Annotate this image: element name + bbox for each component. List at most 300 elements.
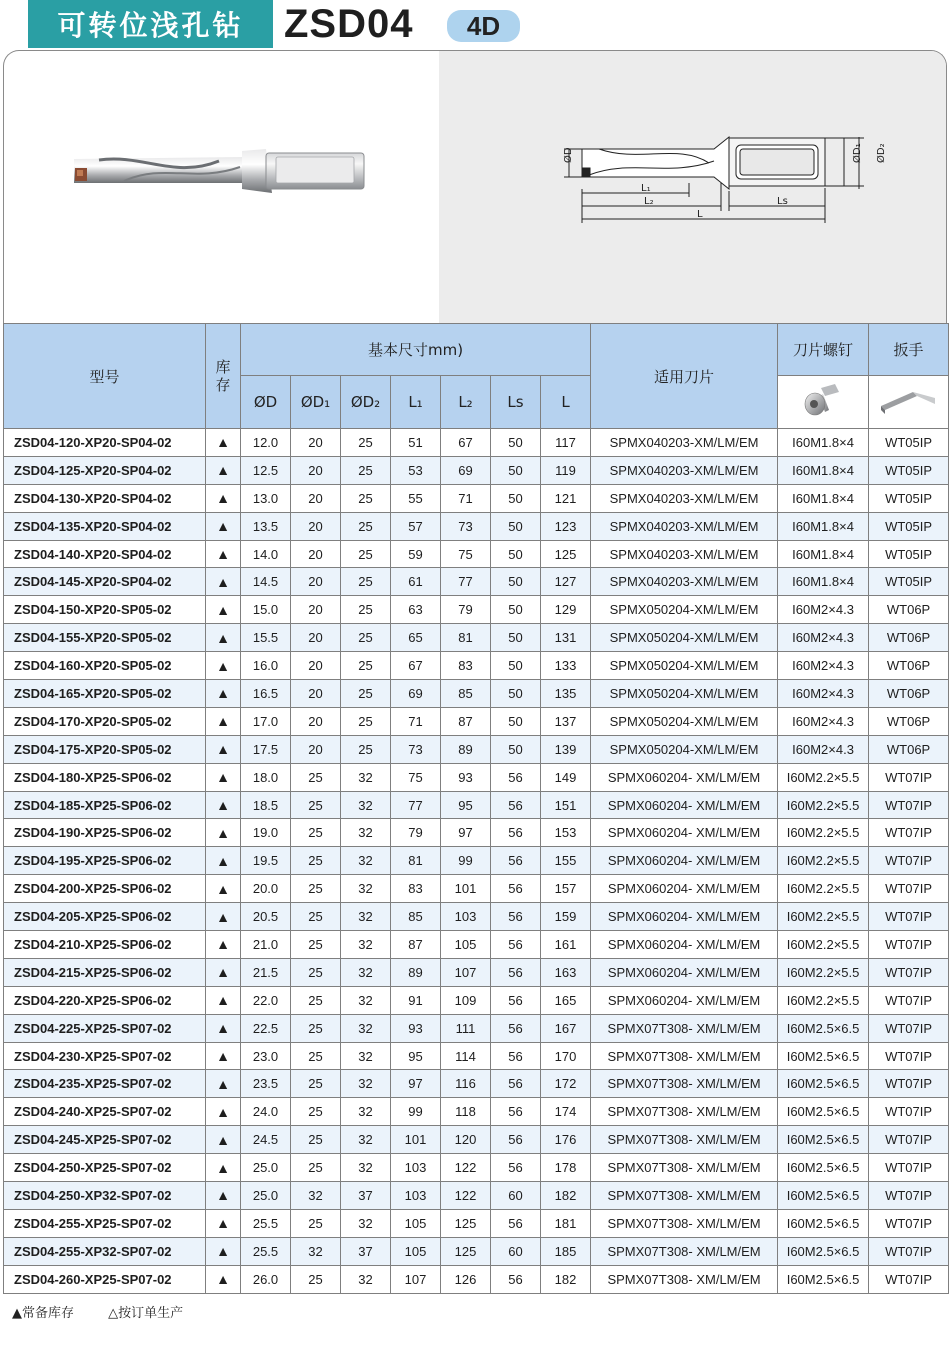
cell-wrench: WT07IP (869, 1237, 949, 1265)
cell-d1: 25 (291, 1098, 341, 1126)
cell-d2: 25 (341, 540, 391, 568)
table-row (4, 1070, 949, 1098)
cell-insert: SPMX060204- XM/LM/EM (591, 819, 778, 847)
cell-stock: ▲ (206, 1014, 241, 1042)
cell-d: 19.5 (241, 847, 291, 875)
cell-d: 13.5 (241, 512, 291, 540)
cell-model: ZSD04-180-XP25-SP06-02 (4, 763, 206, 791)
cell-l1: 75 (391, 763, 441, 791)
table-row (4, 1126, 949, 1154)
cell-l1: 51 (391, 429, 441, 457)
cell-d2: 32 (341, 931, 391, 959)
cell-l: 157 (541, 875, 591, 903)
cell-insert: SPMX07T308- XM/LM/EM (591, 1126, 778, 1154)
cell-model: ZSD04-175-XP20-SP05-02 (4, 735, 206, 763)
cell-wrench: WT06P (869, 707, 949, 735)
cell-ls: 50 (491, 540, 541, 568)
cell-model: ZSD04-155-XP20-SP05-02 (4, 624, 206, 652)
cell-insert: SPMX050204-XM/LM/EM (591, 680, 778, 708)
cell-l2: 103 (441, 903, 491, 931)
cell-d2: 25 (341, 484, 391, 512)
cell-ls: 56 (491, 931, 541, 959)
cell-d1: 25 (291, 958, 341, 986)
dimension-drawing (439, 51, 947, 326)
cell-ls: 56 (491, 847, 541, 875)
cell-screw: I60M2×4.3 (778, 735, 869, 763)
cell-wrench: WT07IP (869, 1070, 949, 1098)
cell-d2: 37 (341, 1237, 391, 1265)
cell-wrench: WT07IP (869, 958, 949, 986)
cell-ls: 50 (491, 707, 541, 735)
cell-d1: 25 (291, 986, 341, 1014)
cell-ls: 56 (491, 903, 541, 931)
cell-d1: 25 (291, 1126, 341, 1154)
header-stock-text: 库存 (215, 358, 231, 394)
cell-insert: SPMX050204-XM/LM/EM (591, 707, 778, 735)
cell-ls: 56 (491, 1126, 541, 1154)
cell-screw: I60M2×4.3 (778, 707, 869, 735)
cell-d1: 20 (291, 429, 341, 457)
header-d2: ØD₂ (341, 376, 391, 429)
cell-d: 13.0 (241, 484, 291, 512)
cell-ls: 50 (491, 484, 541, 512)
cell-d1: 25 (291, 903, 341, 931)
cell-wrench: WT05IP (869, 568, 949, 596)
cell-screw: I60M2×4.3 (778, 596, 869, 624)
legend-in-stock: ▲常备库存 (12, 1306, 74, 1321)
cell-l1: 55 (391, 484, 441, 512)
cell-d1: 20 (291, 540, 341, 568)
drill-photo (4, 51, 439, 326)
cell-d1: 20 (291, 484, 341, 512)
cell-stock: ▲ (206, 791, 241, 819)
cell-d: 25.0 (241, 1182, 291, 1210)
cell-screw: I60M1.8×4 (778, 484, 869, 512)
cell-d2: 32 (341, 1014, 391, 1042)
cell-insert: SPMX060204- XM/LM/EM (591, 875, 778, 903)
cell-l1: 97 (391, 1070, 441, 1098)
cell-l2: 83 (441, 652, 491, 680)
cell-insert: SPMX07T308- XM/LM/EM (591, 1154, 778, 1182)
cell-screw: I60M2×4.3 (778, 624, 869, 652)
cell-l2: 105 (441, 931, 491, 959)
cell-ls: 56 (491, 875, 541, 903)
cell-l1: 61 (391, 568, 441, 596)
cell-l2: 116 (441, 1070, 491, 1098)
cell-insert: SPMX040203-XM/LM/EM (591, 429, 778, 457)
cell-l2: 122 (441, 1154, 491, 1182)
cell-d2: 25 (341, 456, 391, 484)
cell-model: ZSD04-195-XP25-SP06-02 (4, 847, 206, 875)
cell-insert: SPMX060204- XM/LM/EM (591, 958, 778, 986)
cell-wrench: WT07IP (869, 1265, 949, 1293)
cell-l2: 107 (441, 958, 491, 986)
cell-wrench: WT07IP (869, 1209, 949, 1237)
cell-l1: 93 (391, 1014, 441, 1042)
cell-ls: 56 (491, 958, 541, 986)
cell-stock: ▲ (206, 1126, 241, 1154)
cell-insert: SPMX040203-XM/LM/EM (591, 456, 778, 484)
cell-stock: ▲ (206, 1237, 241, 1265)
cell-l1: 83 (391, 875, 441, 903)
cell-insert: SPMX060204- XM/LM/EM (591, 763, 778, 791)
cell-screw: I60M2.2×5.5 (778, 847, 869, 875)
cell-insert: SPMX060204- XM/LM/EM (591, 986, 778, 1014)
cell-screw: I60M2.5×6.5 (778, 1070, 869, 1098)
cell-l1: 103 (391, 1182, 441, 1210)
table-row (4, 875, 949, 903)
cell-l2: 81 (441, 624, 491, 652)
cell-d: 23.5 (241, 1070, 291, 1098)
cell-d2: 25 (341, 624, 391, 652)
cell-d2: 25 (341, 680, 391, 708)
label-l: L (697, 209, 703, 220)
cell-model: ZSD04-220-XP25-SP06-02 (4, 986, 206, 1014)
cell-screw: I60M2.5×6.5 (778, 1209, 869, 1237)
cell-l2: 120 (441, 1126, 491, 1154)
cell-d1: 20 (291, 652, 341, 680)
table-row (4, 791, 949, 819)
cell-l: 155 (541, 847, 591, 875)
cell-d1: 25 (291, 819, 341, 847)
table-row (4, 596, 949, 624)
cell-screw: I60M1.8×4 (778, 512, 869, 540)
legend-to-order: △按订单生产 (108, 1306, 184, 1321)
cell-stock: ▲ (206, 931, 241, 959)
label-d: ØD (563, 147, 574, 163)
table-row (4, 986, 949, 1014)
cell-ls: 56 (491, 1154, 541, 1182)
cell-d1: 32 (291, 1237, 341, 1265)
cell-model: ZSD04-235-XP25-SP07-02 (4, 1070, 206, 1098)
cell-model: ZSD04-230-XP25-SP07-02 (4, 1042, 206, 1070)
cell-stock: ▲ (206, 652, 241, 680)
cell-d1: 25 (291, 1209, 341, 1237)
cell-stock: ▲ (206, 986, 241, 1014)
cell-wrench: WT07IP (869, 875, 949, 903)
table-row (4, 540, 949, 568)
cell-d1: 25 (291, 1014, 341, 1042)
cell-stock: ▲ (206, 429, 241, 457)
cell-model: ZSD04-200-XP25-SP06-02 (4, 875, 206, 903)
cell-ls: 50 (491, 596, 541, 624)
cell-insert: SPMX060204- XM/LM/EM (591, 847, 778, 875)
cell-wrench: WT07IP (869, 1042, 949, 1070)
cell-l2: 125 (441, 1237, 491, 1265)
cell-d1: 20 (291, 680, 341, 708)
label-d2: ØD₂ (876, 143, 887, 163)
cell-d: 15.5 (241, 624, 291, 652)
cell-l2: 69 (441, 456, 491, 484)
table-row (4, 735, 949, 763)
label-l2: L₂ (644, 196, 654, 207)
cell-stock: ▲ (206, 707, 241, 735)
cell-d: 21.5 (241, 958, 291, 986)
cell-wrench: WT06P (869, 624, 949, 652)
cell-l: 167 (541, 1014, 591, 1042)
legend (12, 1302, 213, 1321)
cell-wrench: WT07IP (869, 1126, 949, 1154)
cell-ls: 56 (491, 819, 541, 847)
cell-stock: ▲ (206, 568, 241, 596)
cell-l1: 65 (391, 624, 441, 652)
cell-model: ZSD04-125-XP20-SP04-02 (4, 456, 206, 484)
table-row (4, 819, 949, 847)
header-d1: ØD₁ (291, 376, 341, 429)
cell-l2: 101 (441, 875, 491, 903)
cell-d: 14.5 (241, 568, 291, 596)
cell-screw: I60M2.5×6.5 (778, 1154, 869, 1182)
cell-d: 22.5 (241, 1014, 291, 1042)
cell-d: 20.5 (241, 903, 291, 931)
cell-l: 137 (541, 707, 591, 735)
cell-insert: SPMX040203-XM/LM/EM (591, 512, 778, 540)
cell-l2: 109 (441, 986, 491, 1014)
cell-l: 123 (541, 512, 591, 540)
cell-wrench: WT05IP (869, 429, 949, 457)
cell-model: ZSD04-205-XP25-SP06-02 (4, 903, 206, 931)
cell-l2: 93 (441, 763, 491, 791)
cell-d: 17.0 (241, 707, 291, 735)
table-row (4, 624, 949, 652)
cell-stock: ▲ (206, 903, 241, 931)
cell-wrench: WT07IP (869, 1098, 949, 1126)
cell-stock: ▲ (206, 1182, 241, 1210)
cell-l: 172 (541, 1070, 591, 1098)
table-row (4, 1237, 949, 1265)
cell-wrench: WT05IP (869, 512, 949, 540)
cell-model: ZSD04-215-XP25-SP06-02 (4, 958, 206, 986)
cell-insert: SPMX050204-XM/LM/EM (591, 596, 778, 624)
cell-insert: SPMX040203-XM/LM/EM (591, 540, 778, 568)
cell-d: 17.5 (241, 735, 291, 763)
cell-d1: 20 (291, 707, 341, 735)
cell-ls: 50 (491, 568, 541, 596)
cell-insert: SPMX060204- XM/LM/EM (591, 931, 778, 959)
cell-l2: 118 (441, 1098, 491, 1126)
cell-model: ZSD04-255-XP32-SP07-02 (4, 1237, 206, 1265)
cell-d2: 32 (341, 1098, 391, 1126)
header-insert: 适用刀片 (591, 324, 778, 429)
cell-l: 161 (541, 931, 591, 959)
cell-d1: 25 (291, 1070, 341, 1098)
cell-screw: I60M2.2×5.5 (778, 986, 869, 1014)
cell-ls: 56 (491, 763, 541, 791)
cell-d2: 25 (341, 735, 391, 763)
table-row (4, 1042, 949, 1070)
cell-stock: ▲ (206, 484, 241, 512)
cell-d: 15.0 (241, 596, 291, 624)
cell-screw: I60M1.8×4 (778, 568, 869, 596)
cell-d2: 32 (341, 903, 391, 931)
cell-screw: I60M2×4.3 (778, 652, 869, 680)
cell-insert: SPMX07T308- XM/LM/EM (591, 1265, 778, 1293)
table-row (4, 568, 949, 596)
cell-l2: 114 (441, 1042, 491, 1070)
cell-ls: 56 (491, 1265, 541, 1293)
cell-d2: 32 (341, 1070, 391, 1098)
cell-ls: 56 (491, 1070, 541, 1098)
cell-stock: ▲ (206, 680, 241, 708)
cell-l: 153 (541, 819, 591, 847)
table-row (4, 1014, 949, 1042)
cell-screw: I60M2.2×5.5 (778, 791, 869, 819)
cell-l1: 105 (391, 1209, 441, 1237)
cell-model: ZSD04-165-XP20-SP05-02 (4, 680, 206, 708)
cell-screw: I60M2.2×5.5 (778, 958, 869, 986)
cell-l1: 73 (391, 735, 441, 763)
cell-model: ZSD04-135-XP20-SP04-02 (4, 512, 206, 540)
cell-ls: 50 (491, 735, 541, 763)
table-row (4, 1098, 949, 1126)
cell-d2: 25 (341, 568, 391, 596)
cell-l: 182 (541, 1265, 591, 1293)
table-row (4, 484, 949, 512)
cell-l1: 101 (391, 1126, 441, 1154)
cell-d2: 32 (341, 1209, 391, 1237)
cell-screw: I60M2.5×6.5 (778, 1265, 869, 1293)
cell-d1: 25 (291, 791, 341, 819)
cell-d1: 25 (291, 931, 341, 959)
cell-stock: ▲ (206, 763, 241, 791)
cell-screw: I60M2.5×6.5 (778, 1182, 869, 1210)
cell-d1: 25 (291, 1042, 341, 1070)
cell-d1: 20 (291, 568, 341, 596)
cell-wrench: WT05IP (869, 484, 949, 512)
cell-wrench: WT07IP (869, 1182, 949, 1210)
cell-screw: I60M2.2×5.5 (778, 875, 869, 903)
cell-l1: 87 (391, 931, 441, 959)
cell-stock: ▲ (206, 1265, 241, 1293)
cell-d2: 32 (341, 1126, 391, 1154)
cell-d: 12.5 (241, 456, 291, 484)
cell-wrench: WT07IP (869, 931, 949, 959)
cell-model: ZSD04-250-XP25-SP07-02 (4, 1154, 206, 1182)
cell-d1: 25 (291, 1154, 341, 1182)
cell-screw: I60M2×4.3 (778, 680, 869, 708)
cell-model: ZSD04-150-XP20-SP05-02 (4, 596, 206, 624)
cell-d1: 25 (291, 847, 341, 875)
cell-wrench: WT07IP (869, 1154, 949, 1182)
cell-d2: 32 (341, 1154, 391, 1182)
cell-stock: ▲ (206, 456, 241, 484)
cell-wrench: WT07IP (869, 847, 949, 875)
cell-l: 131 (541, 624, 591, 652)
cell-l2: 126 (441, 1265, 491, 1293)
table-row (4, 652, 949, 680)
cell-l2: 111 (441, 1014, 491, 1042)
wrench-icon (877, 382, 941, 418)
cell-d: 24.0 (241, 1098, 291, 1126)
cell-screw: I60M2.5×6.5 (778, 1042, 869, 1070)
cell-l: 176 (541, 1126, 591, 1154)
cell-ls: 50 (491, 456, 541, 484)
cell-d: 14.0 (241, 540, 291, 568)
cell-ls: 56 (491, 1042, 541, 1070)
label-ls: Ls (777, 196, 788, 207)
cell-wrench: WT07IP (869, 1014, 949, 1042)
cell-d2: 32 (341, 763, 391, 791)
table-row (4, 1154, 949, 1182)
cell-model: ZSD04-210-XP25-SP06-02 (4, 931, 206, 959)
cell-insert: SPMX07T308- XM/LM/EM (591, 1098, 778, 1126)
cell-wrench: WT06P (869, 735, 949, 763)
cell-ls: 56 (491, 986, 541, 1014)
cell-screw: I60M2.5×6.5 (778, 1014, 869, 1042)
cell-stock: ▲ (206, 1209, 241, 1237)
cell-l1: 107 (391, 1265, 441, 1293)
cell-screw: I60M1.8×4 (778, 456, 869, 484)
cell-model: ZSD04-120-XP20-SP04-02 (4, 429, 206, 457)
cell-screw: I60M2.2×5.5 (778, 903, 869, 931)
page-header (0, 0, 950, 48)
cell-model: ZSD04-185-XP25-SP06-02 (4, 791, 206, 819)
header-screw: 刀片螺钉 (778, 324, 869, 376)
cell-l: 163 (541, 958, 591, 986)
cell-l: 125 (541, 540, 591, 568)
cell-stock: ▲ (206, 540, 241, 568)
cell-model: ZSD04-250-XP32-SP07-02 (4, 1182, 206, 1210)
cell-stock: ▲ (206, 1098, 241, 1126)
dimension-drawing-panel (439, 51, 947, 326)
cell-screw: I60M2.2×5.5 (778, 819, 869, 847)
cell-insert: SPMX050204-XM/LM/EM (591, 735, 778, 763)
cell-wrench: WT07IP (869, 791, 949, 819)
cell-ls: 60 (491, 1182, 541, 1210)
cell-d2: 25 (341, 596, 391, 624)
cell-d: 20.0 (241, 875, 291, 903)
cell-insert: SPMX07T308- XM/LM/EM (591, 1237, 778, 1265)
wrench-image-cell (869, 376, 949, 429)
cell-ls: 50 (491, 624, 541, 652)
cell-ls: 50 (491, 680, 541, 708)
cell-insert: SPMX07T308- XM/LM/EM (591, 1042, 778, 1070)
cell-ls: 56 (491, 1209, 541, 1237)
cell-l1: 99 (391, 1098, 441, 1126)
cell-screw: I60M2.5×6.5 (778, 1126, 869, 1154)
depth-badge: 4D (447, 10, 520, 42)
cell-wrench: WT06P (869, 680, 949, 708)
cell-d2: 32 (341, 791, 391, 819)
table-row (4, 707, 949, 735)
table-row (4, 931, 949, 959)
cell-d: 18.5 (241, 791, 291, 819)
cell-d: 16.5 (241, 680, 291, 708)
cell-stock: ▲ (206, 624, 241, 652)
cell-l1: 69 (391, 680, 441, 708)
cell-ls: 56 (491, 1098, 541, 1126)
header-ls: Ls (491, 376, 541, 429)
cell-model: ZSD04-225-XP25-SP07-02 (4, 1014, 206, 1042)
screw-image-cell (778, 376, 869, 429)
cell-screw: I60M2.2×5.5 (778, 931, 869, 959)
label-d1: ØD₁ (852, 143, 863, 163)
cell-screw: I60M1.8×4 (778, 540, 869, 568)
cell-d1: 20 (291, 624, 341, 652)
cell-screw: I60M2.5×6.5 (778, 1237, 869, 1265)
cell-d: 26.0 (241, 1265, 291, 1293)
cell-d1: 25 (291, 763, 341, 791)
cell-d1: 20 (291, 596, 341, 624)
table-row (4, 680, 949, 708)
cell-l: 129 (541, 596, 591, 624)
cell-d2: 25 (341, 512, 391, 540)
cell-d: 16.0 (241, 652, 291, 680)
table-row (4, 429, 949, 457)
cell-l2: 75 (441, 540, 491, 568)
cell-d2: 32 (341, 875, 391, 903)
table-row (4, 456, 949, 484)
